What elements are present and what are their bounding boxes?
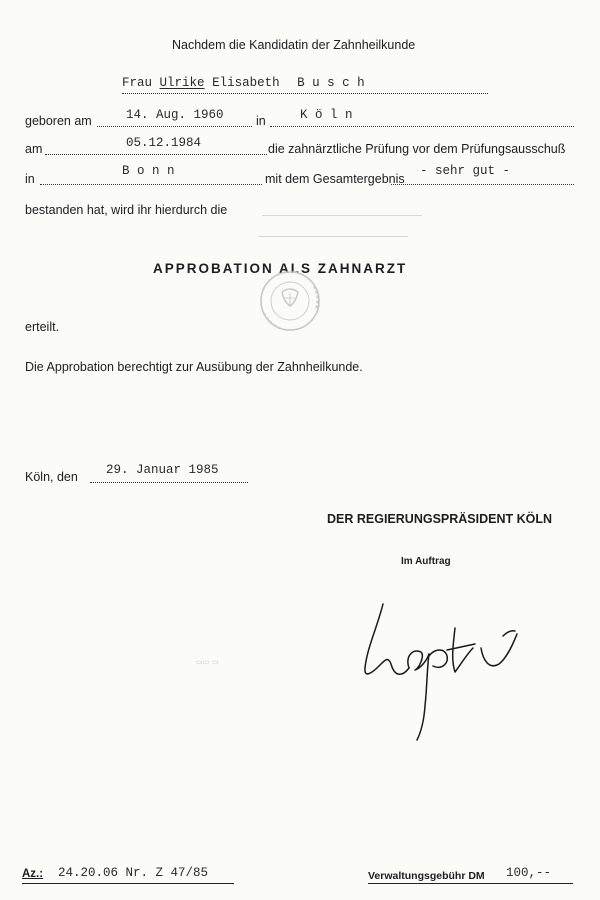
candidate-surname: B u s c h (297, 76, 365, 90)
bleed-through-line (262, 215, 422, 216)
candidate-name (122, 76, 365, 90)
dotted-line (97, 126, 252, 127)
exam-result: - sehr gut - (420, 164, 511, 178)
birth-date: 14. Aug. 1960 (126, 108, 224, 122)
on-behalf-label: Im Auftrag (401, 556, 451, 567)
place-date-label: Köln, den (25, 470, 78, 484)
fee-value: 100,-- (506, 866, 552, 880)
exam-date: 05.12.1984 (126, 136, 202, 150)
dotted-line (40, 184, 262, 185)
candidate-middle-name: Elisabeth (212, 76, 280, 90)
granted-text: erteilt. (25, 320, 60, 334)
exam-place: B o n n (122, 164, 175, 178)
intro-text: Nachdem die Kandidatin der Zahnheilkunde (172, 38, 416, 52)
handwritten-signature-icon (355, 598, 545, 748)
fee-underline (368, 883, 573, 884)
bleed-through-line (258, 236, 408, 237)
exam-am-label: am (25, 142, 43, 156)
fee-label: Verwaltungsgebühr DM (368, 870, 485, 882)
reference-underline (22, 883, 234, 884)
official-seal-stamp-icon (252, 268, 328, 334)
issue-date: 29. Januar 1985 (106, 463, 219, 477)
reference-label: Az.: (22, 868, 44, 880)
candidate-first-name: Ulrike (159, 76, 205, 90)
birth-label: geboren am (25, 114, 92, 128)
dotted-line (122, 93, 488, 94)
exam-in-label: in (25, 172, 35, 186)
exam-text: die zahnärztliche Prüfung vor dem Prüfungsausschuß (268, 142, 566, 156)
entitlement-text: Die Approbation berechtigt zur Ausübung der Zahnheilkunde. (25, 360, 363, 374)
exam-result-label: mit dem Gesamtergebnis (265, 172, 405, 186)
document-title: APPROBATION ALS ZAHNARZT (153, 261, 408, 276)
ghost-mark: ▭▭ ▭ (196, 659, 219, 666)
dotted-line (270, 126, 574, 127)
birth-in-label: in (256, 114, 266, 128)
candidate-salutation: Frau (122, 76, 153, 90)
passed-text: bestanden hat, wird ihr hierdurch die (25, 203, 228, 217)
dotted-line (391, 184, 574, 185)
reference-number: 24.20.06 Nr. Z 47/85 (58, 866, 209, 880)
dotted-line (90, 482, 248, 483)
dotted-line (45, 154, 267, 155)
issuing-authority: DER REGIERUNGSPRÄSIDENT KÖLN (327, 512, 553, 526)
birth-place: K ö l n (300, 108, 353, 122)
